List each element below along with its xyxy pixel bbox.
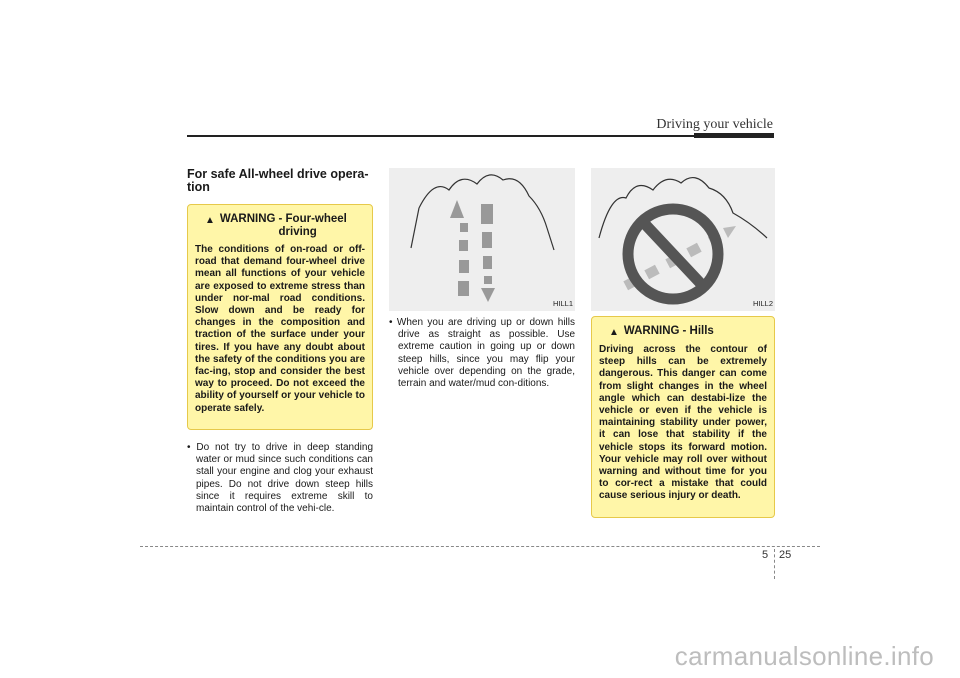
illustration-hill2 [591, 168, 775, 311]
warning-header [195, 213, 365, 239]
bullet-text: Do not try to drive in deep standing water or mud since such conditions can stall your engine and clog your exhaust pipes. Do not drive down steep hills since it requires extreme skill to maintain control of the vehi-cle. [196, 442, 373, 515]
illustration-label: HILL1 [552, 299, 573, 308]
illustration-label: HILL2 [752, 299, 773, 308]
bullet-deep-water: • Do not try to drive in deep standing water or mud since such conditions can stall your engine and clog your exhaust pipes. Do not drive down steep hills since it requires extreme skill to maintain control of the vehi-cle. [187, 442, 373, 515]
footer-rule [140, 546, 820, 547]
warning-body: Driving across the contour of steep hills can be extremely dangerous. This danger can come from slight changes in the wheel angle which can destabi-lize the vehicle or even if the vehicle is maintaining stability under power, it can lose that stability if the vehicle stops its forward motion. Your vehicle may roll over without warning and without time for you to cor-rect a mistake that could cause serious injury or death. [599, 344, 767, 502]
hill-straight-drive-icon [389, 168, 575, 311]
section-title: For safe All-wheel drive opera-tion [187, 167, 369, 194]
warning-word: WARNING [623, 325, 680, 337]
warning-header [599, 325, 767, 339]
right-column [591, 168, 777, 518]
bullet-text: When you are driving up or down hills drive as straight as possible. Use extreme caution in going up or down steep hills, since you may flip your vehicle over depending on the grade, terrain and water/mud con-ditions. [396, 317, 575, 390]
middle-column [389, 168, 575, 390]
page-number: 25 [779, 549, 792, 561]
warning-word: WARNING [219, 213, 276, 225]
no-diagonal-drive-icon [591, 168, 775, 311]
header-title: Driving your vehicle [656, 117, 773, 132]
warning-box-four-wheel [187, 204, 373, 430]
bullet-drive-straight: • When you are driving up or down hills drive as straight as possible. Use extreme caution in going up or down steep hills, since you may flip your vehicle over depending on the grade, terrain and water/mud con-ditions. [389, 317, 575, 390]
header-rule-accent [694, 133, 774, 138]
warning-triangle-icon: ▲ [205, 215, 215, 226]
warning-body: The conditions of on-road or off-road that demand four-wheel drive mean all functions of your vehicle are exposed to extreme stress than under nor-mal road conditions. Slow down and be ready for changes in the composition and traction of the surface under your tires. If you have any doubt about the safety of the conditions you are fac-ing, stop and consider the best way to proceed. Do not exceed the ability of yourself or your vehicle to operate safely. [195, 244, 365, 414]
page-separator [774, 549, 775, 579]
warning-box-hills [591, 316, 775, 518]
chapter-number: 5 [762, 549, 769, 561]
warning-triangle-icon: ▲ [609, 327, 619, 338]
header-rule [187, 135, 774, 137]
illustration-hill1 [389, 168, 575, 311]
warning-subtitle: - Four-wheel driving [278, 213, 347, 238]
watermark: carmanualsonline.info [674, 641, 934, 671]
left-column [187, 168, 373, 515]
warning-subtitle: - Hills [682, 325, 714, 337]
